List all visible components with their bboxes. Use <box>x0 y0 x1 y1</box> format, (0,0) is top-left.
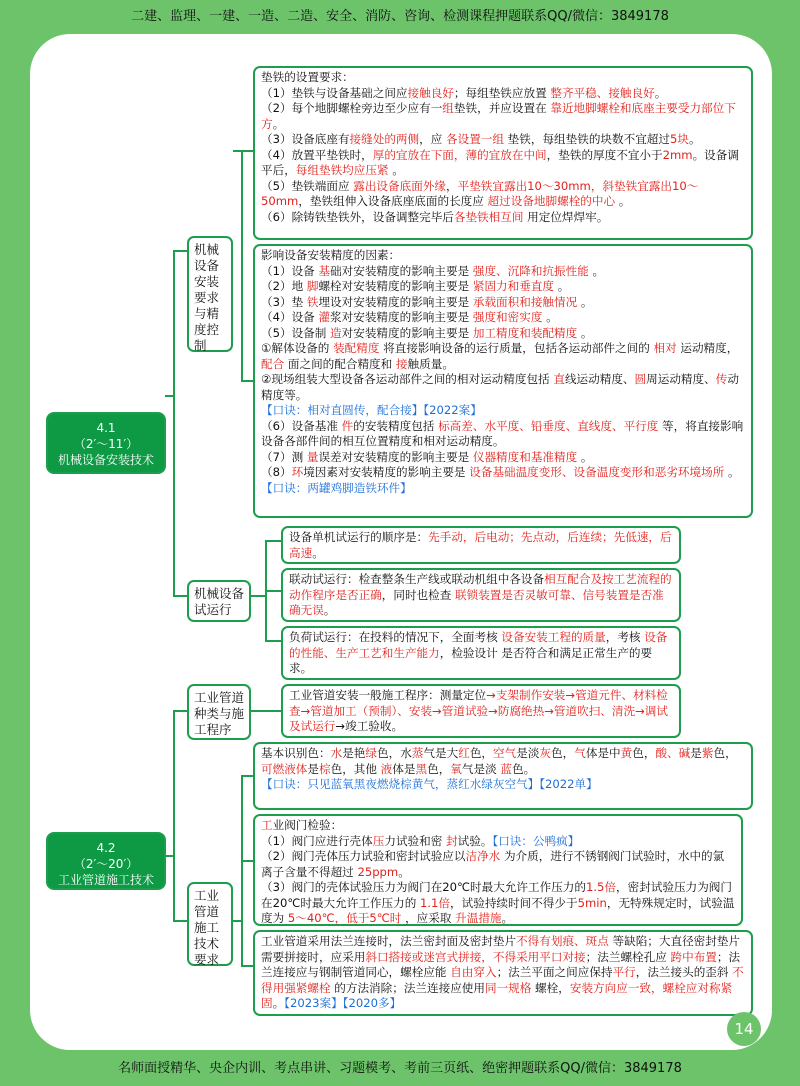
precision-factors-box: 影响设备安装精度的因素： （1）设备 基础对安装精度的影响主要是 强度、沉降和抗振性能 。 （2）地 脚螺栓对安装精度的影响主要是 紧固力和垂直度 。 （3）垫 铁埋设对安装精度的影响主要是 承载面积和接触情况 。 （4）设备 灌浆对安装精度的影响主要是 强度和密实度 。 （5）设备制 造对安装精度的影响主要是 加工精度和装配精度 。 ①解体设备的 装配精度 将直接影响设备的运行质量，包括各运动部件之间的 相对 运动精度，配合 面之间的配合精度和 接触质量。 ②现场组装大型设备各运动部件之间的相对运动精度包括 直线运动精度、圆周运动精度、传动精度等。 【口诀：相对直圆传，配合接】【2022案】 （6）设备基准 件的安装精度包括 标高差、水平度、铅垂度、直线度、平行度 等，将直接影响设备各部件间的相互位置精度和相对运动精度。 （7）测 量误差对安装精度的影响主要是 仪器精度和基准精度 。 （8）环境因素对安装精度的影响主要是 设备基础温度变形、设备温度变形和恶劣环境场所 。 【口诀：两罐鸡脚造铁环件】 <box>253 244 753 518</box>
section-4-2-time: （2′～20′） <box>73 857 139 871</box>
section-4-1-time: （2′～11′） <box>73 437 139 451</box>
page-number: 14 <box>727 1012 761 1046</box>
trial-order-box: 设备单机试运行的顺序是：先手动，后电动；先点动，后连续；先低速，后高速。 <box>281 526 681 564</box>
section-4-1-number: 4.1 <box>96 421 116 435</box>
label-install-precision: 机械设备安装要求与精度控制 <box>187 236 233 352</box>
label-pipe-tech: 工业管道施工技术要求 <box>187 882 233 966</box>
linked-trial-box: 联动试运行：检查整条生产线或联动机组中各设备相互配合及按工艺流程的动作程序是否正确，同时也检查 联锁装置是否灵敏可靠、信号装置是否准确无误。 <box>281 568 681 622</box>
shim-requirements-box: 垫铁的设置要求： （1）垫铁与设备基础之间应接触良好；每组垫铁应放置 整齐平稳、接触良好。 （2）每个地脚螺栓旁边至少应有一组垫铁，并应设置在 靠近地脚螺栓和底座主要受力部位下方。 （3）设备底座有接缝处的两侧，应 各设置一组 垫铁，每组垫铁的块数不宜超过5块。 （4）放置平垫铁时，厚的宜放在下面，薄的宜放在中间，垫铁的厚度不宜小于2mm。设备调平后，每组垫铁均应压紧 。 （5）垫铁端面应 露出设备底面外缘，平垫铁宜露出10～30mm，斜垫铁宜露出10～50mm，垫铁组伸入设备底座底面的长度应 超过设备地脚螺栓的中心 。 （6）除铸铁垫铁外，设备调整完毕后各垫铁相互间 用定位焊焊牢。 <box>253 66 753 240</box>
section-4-2 <box>46 832 166 890</box>
flange-box: 工业管道采用法兰连接时，法兰密封面及密封垫片不得有划痕、斑点 等缺陷；大直径密封垫片需要拼接时，应采用斜口搭接或迷宫式拼接，不得采用平口对接；法兰螺栓孔应 跨中布置；法兰连接应与钢制管道同心，螺栓应能 自由穿入；法兰平面之间应保持平行，法兰接头的歪斜 不得用强紧螺栓 的方法消除；法兰连接应使用同一规格 螺栓，安装方向应一致，螺栓应对称紧固。【2023案】【2020多】 <box>253 930 753 1016</box>
section-4-2-title: 工业管道施工技术 <box>57 873 154 887</box>
pipe-color-box: 基本识别色：水是艳绿色，水蒸气是大红色，空气是淡灰色，气体是中黄色，酸、碱是紫色，可燃液体是棕色，其他 液体是黑色，氧气是淡 蓝色。 【口诀：只见蓝氧黑夜燃烧棕黄气，蒸红水绿灰空气】【2022单】 <box>253 742 753 810</box>
label-pipe-types: 工业管道种类与施工程序 <box>187 684 251 740</box>
load-trial-box: 负荷试运行：在投料的情况下，全面考核 设备安装工程的质量，考核 设备的性能、生产工艺和生产能力，检验设计 是否符合和满足正常生产的要求。 <box>281 626 681 680</box>
section-4-2-number: 4.2 <box>96 841 116 855</box>
page-header: 二建、监理、一建、一造、二造、安全、消防、咨询、检测课程押题联系QQ/微信：3849178 <box>131 9 669 24</box>
page-footer: 名师面授精华、央企内训、考点串讲、习题模考、考前三页纸、绝密押题联系QQ/微信：3849178 <box>118 1061 682 1076</box>
section-4-1-title: 机械设备安装技术 <box>57 453 154 467</box>
label-trial-run: 机械设备试运行 <box>187 580 251 622</box>
pipe-procedure-box: 工业管道安装一般施工程序：测量定位→支架制作安装→管道元件、材料检查→管道加工（预制）、安装→管道试验→防腐绝热→管道吹扫、清洗→调试及试运行→竣工验收。 <box>281 684 681 738</box>
section-4-1 <box>46 412 166 474</box>
valve-test-box: 工业阀门检验： （1）阀门应进行壳体压力试验和密 封试验。【口诀：公鸭疯】 （2）阀门壳体压力试验和密封试验应以洁净水 为介质，进行不锈钢阀门试验时，水中的氯离子含量不得超过 25ppm。 （3）阀门的壳体试验压力为阀门在20℃时最大允许工作压力的1.5倍，密封试验压力为阀门在20℃时最大允许工作压力的 1.1倍，试验持续时间不得少于5min，无特殊规定时，试验温度为 5～40℃，低于5℃时 ，应采取 升温措施。 <box>253 814 743 926</box>
